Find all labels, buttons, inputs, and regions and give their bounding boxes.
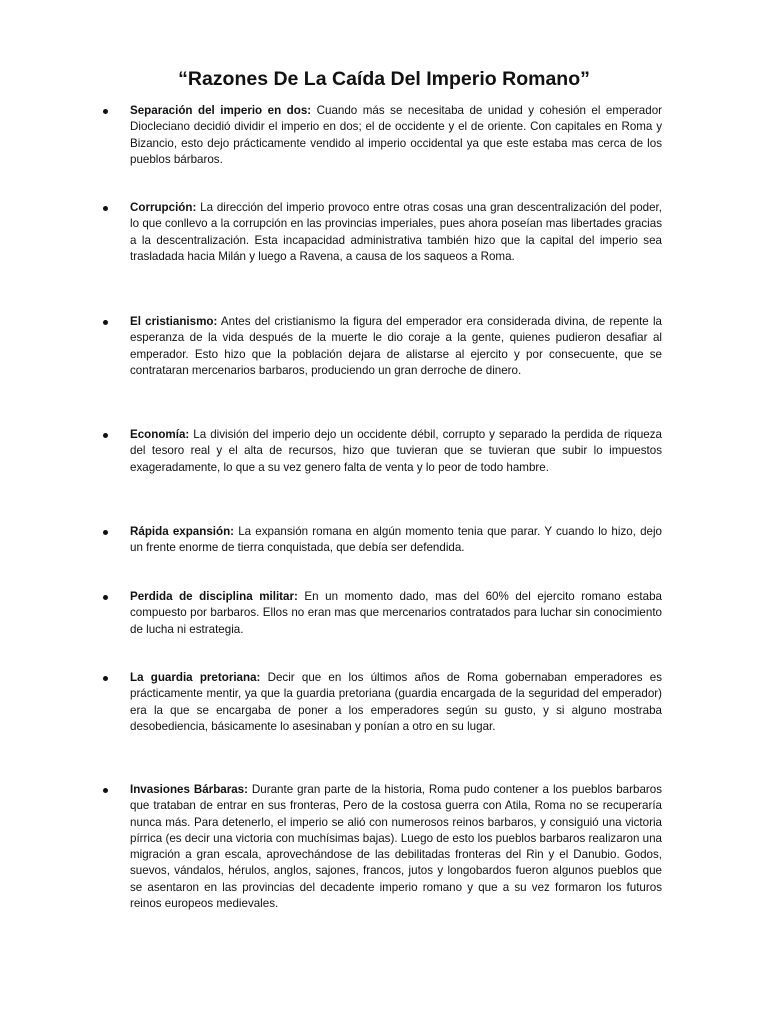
- item-text: [130, 524, 662, 557]
- item-term: Rápida expansión:: [130, 525, 235, 538]
- bullet-icon: [103, 595, 108, 600]
- bullet-icon: [103, 788, 108, 793]
- item-description: Decir que en los últimos años de Roma gobernaban emperadores es prácticamente mentir, ya que la guardia pretoriana (guardia encargada de la seguridad del emperador) era la que se encargaba de poner a los emperadores según su gusto, y si alguno mostraba desobediencia, básicamente lo asesinaban y ponían a otro en su lugar.: [130, 671, 662, 733]
- item-term: Separación del imperio en dos:: [130, 104, 312, 117]
- item-text: [130, 782, 662, 912]
- item-description: La expansión romana en algún momento tenia que parar. Y cuando lo hizo, dejo un frente enorme de tierra conquistada, que debía ser defendida.: [130, 525, 662, 555]
- bullet-icon: [103, 530, 108, 535]
- bullet-icon: [103, 109, 108, 114]
- item-description: Cuando más se necesitaba de unidad y cohesión el emperador Diocleciano decidió dividir el imperio en dos; el de occidente y el de oriente. Con capitales en Roma y Bizancio, esto dejo prácticamente vendido al imperio occidental ya que este estaba mas cerca de los pueblos bárbaros.: [130, 104, 662, 166]
- page-title: “Razones De La Caída Del Imperio Romano”: [178, 68, 590, 90]
- item-term: Corrupción:: [130, 201, 197, 214]
- item-text: [130, 200, 662, 265]
- item-description: La división del imperio dejo un occidente débil, corrupto y separado la perdida de riqueza del tesoro real y el alta de recursos, hizo que tuvieran que se tuvieran que subir lo impuestos exageradamente, lo que a su vez genero falta de venta y lo peor de todo hambre.: [130, 428, 662, 474]
- item-text: [130, 670, 662, 735]
- item-term: La guardia pretoriana:: [130, 671, 261, 684]
- item-description: La dirección del imperio provoco entre otras cosas una gran descentralización del poder, lo que conllevo a la corrupción en las provincias imperiales, pues ahora poseían mas libertades gracias a la descentralización. Esta incapacidad administrativa también hizo que la capital del imperio sea trasladada hacia Milán y luego a Ravena, a causa de los saqueos a Roma.: [130, 201, 662, 263]
- item-term: Perdida de disciplina militar:: [130, 590, 298, 603]
- bullet-icon: [103, 676, 108, 681]
- item-text: [130, 589, 662, 638]
- item-term: Economía:: [130, 428, 190, 441]
- item-text: [130, 427, 662, 476]
- item-description: Durante gran parte de la historia, Roma pudo contener a los pueblos barbaros que trataban de entrar en sus fronteras, Pero de la costosa guerra con Atila, Roma no se recuperaría nunca más. Para detenerlo, el imperio se alió con numerosos reinos barbaros, y consiguió una victoria pírrica (es decir una victoria con muchísimas bajas). Luego de esto los pueblos barbaros realizaron una migración a gran escala, aprovechándose de las debilitadas fronteras del Rin y el Danubio. Godos, suevos, vándalos, hérulos, anglos, sajones, francos, jutos y longobardos fueron algunos pueblos que se asentaron en las provincias del decadente imperio romano y que a su vez formaron los futuros reinos europeos medievales.: [130, 783, 662, 911]
- item-description: En un momento dado, mas del 60% del ejercito romano estaba compuesto por barbaros. Ellos no eran mas que mercenarios contratados para luchar sin conocimiento de lucha ni estrategia.: [130, 590, 662, 636]
- bullet-icon: [103, 206, 108, 211]
- item-term: El cristianismo:: [130, 315, 218, 328]
- item-text: [130, 103, 662, 168]
- bullet-icon: [103, 433, 108, 438]
- item-text: [130, 314, 662, 379]
- item-term: Invasiones Bárbaras:: [130, 783, 248, 796]
- bullet-icon: [103, 320, 108, 325]
- item-description: Antes del cristianismo la figura del emperador era considerada divina, de repente la esperanza de la vida después de la muerte le dio coraje a la gente, quienes pudieron desafiar al emperador. Esto hizo que la población dejara de alistarse al ejercito y por consecuente, que se contrataran mercenarios barbaros, produciendo un gran derroche de dinero.: [130, 315, 662, 377]
